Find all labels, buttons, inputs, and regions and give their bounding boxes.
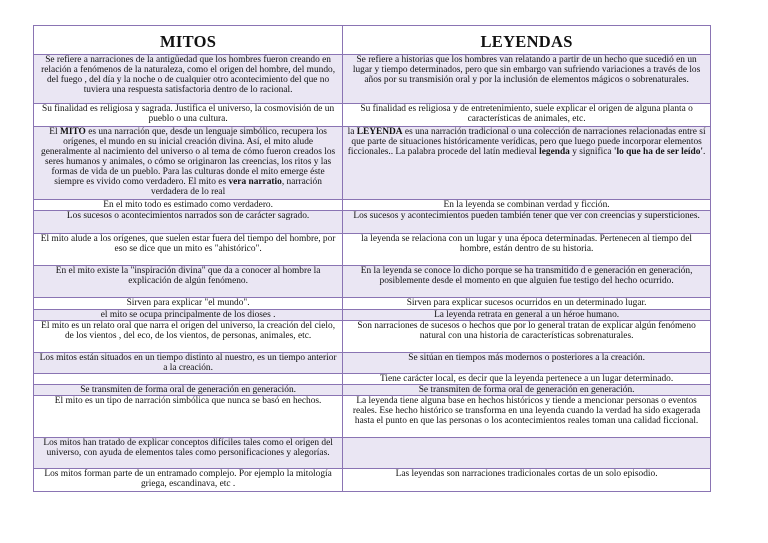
leyenda-cell: En la leyenda se conoce lo dicho porque se ha transmitido d e generación en generación, posiblemente desde el momento en que alguien fue testigo del hecho ocurrido. xyxy=(343,266,711,298)
table-row xyxy=(34,310,711,321)
mito-cell: Los sucesos o acontecimientos narrados son de carácter sagrado. xyxy=(34,211,343,234)
table-row xyxy=(34,55,711,104)
leyenda-cell: En la leyenda se combinan verdad y ficción. xyxy=(343,200,711,211)
mito-cell: el mito se ocupa principalmente de los dioses . xyxy=(34,310,343,321)
mito-cell: Se transmiten de forma oral de generación en generación. xyxy=(34,385,343,396)
header-mitos: MITOS xyxy=(34,26,343,55)
leyenda-cell: Se sitúan en tiempos más modernos o posteriores a la creación. xyxy=(343,353,711,374)
leyenda-cell: la LEYENDA es una narración tradicional o una colección de narraciones relacionadas entre sí que parte de situaciones históricamente verídicas, pero que luego puede incorporar elementos ficcionales.. La palabra procede del latín medieval legenda y significa 'lo que ha de ser leído'. xyxy=(343,127,711,200)
mito-cell: En el mito existe la "inspiración divina" que da a conocer al hombre la explicación de algún fenómeno. xyxy=(34,266,343,298)
table-row xyxy=(34,438,711,469)
table-row xyxy=(34,353,711,374)
leyenda-cell: La leyenda retrata en general a un héroe humano. xyxy=(343,310,711,321)
table-row xyxy=(34,266,711,298)
mito-cell xyxy=(34,374,343,385)
mito-cell: En el mito todo es estimado como verdadero. xyxy=(34,200,343,211)
mito-cell: Se refiere a narraciones de la antigüedad que los hombres fueron creando en relación a fenómenos de la naturaleza, como el origen del hombre, del mundo, del fuego , del día y la noche o de cualquier otro acontecimiento del que no tuviera una respuesta satisfactoria dentro de lo racional. xyxy=(34,55,343,104)
leyenda-cell: Su finalidad es religiosa y de entretenimiento, suele explicar el origen de alguna planta o características de animales, etc. xyxy=(343,104,711,127)
leyenda-cell: la leyenda se relaciona con un lugar y una época determinadas. Pertenecen al tiempo del hombre, están dentro de su historia. xyxy=(343,234,711,266)
table-row xyxy=(34,469,711,492)
table-row xyxy=(34,127,711,200)
mito-cell: Su finalidad es religiosa y sagrada. Justifica el universo, la cosmovisión de un pueblo o una cultura. xyxy=(34,104,343,127)
table-row xyxy=(34,211,711,234)
table-row xyxy=(34,298,711,310)
mito-cell: El mito es un relato oral que narra el origen del universo, la creación del cielo, de los vientos , del eco, de los vientos, de personas, animales, etc. xyxy=(34,321,343,353)
mito-cell: El mito es un tipo de narración simbólica que nunca se basó en hechos. xyxy=(34,396,343,438)
leyenda-cell: Los sucesos y acontecimientos pueden también tener que ver con creencias y supersticiones. xyxy=(343,211,711,234)
mito-cell: El MITO es una narración que, desde un lenguaje simbólico, recupera los orígenes, el mundo en su inicial creación divina. Así, el mito alude generalmente al nacimiento del universo o al tema de cómo fueron creados los seres humanos y animales, o cómo se originaron las creencias, los ritos y las formas de vida de un pueblo. Para las culturas donde el mito emerge éste siempre es vivido como verdadero. El mito es vera narratio, narración verdadera de lo real xyxy=(34,127,343,200)
mito-cell: Los mitos han tratado de explicar conceptos difíciles tales como el origen del universo, con ayuda de elementos tales como personificaciones y alegorías. xyxy=(34,438,343,469)
header-row xyxy=(34,26,711,55)
leyenda-cell: Se transmiten de forma oral de generación en generación. xyxy=(343,385,711,396)
leyenda-cell: Son narraciones de sucesos o hechos que por lo general tratan de explicar algún fenómeno natural con una historia de características sobrenaturales. xyxy=(343,321,711,353)
leyenda-cell xyxy=(343,438,711,469)
leyenda-cell: Se refiere a historias que los hombres van relatando a partir de un hecho que sucedió en un lugar y tiempo determinados, pero que sin embargo van sufriendo variaciones a través de los años por su transmisión oral y por la inclusión de elementos mágicos o sobrenaturales. xyxy=(343,55,711,104)
leyenda-cell: Las leyendas son narraciones tradicionales cortas de un solo episodio. xyxy=(343,469,711,492)
table-row xyxy=(34,321,711,353)
table-row xyxy=(34,234,711,266)
mito-cell: Los mitos están situados en un tiempo distinto al nuestro, es un tiempo anterior a la creación. xyxy=(34,353,343,374)
leyenda-cell: La leyenda tiene alguna base en hechos históricos y tiende a mencionar personas o eventos reales. Ese hecho histórico se transforma en una leyenda cuando la verdad ha sido exagerada hasta el punto en que las personas o los acontecimientos reales toman una calidad ficcional. xyxy=(343,396,711,438)
mito-cell: Sirven para explicar "el mundo". xyxy=(34,298,343,310)
table-row xyxy=(34,200,711,211)
header-leyendas: LEYENDAS xyxy=(343,26,711,55)
comparison-table xyxy=(33,25,711,492)
table-row xyxy=(34,104,711,127)
mito-cell: El mito alude a los orígenes, que suelen estar fuera del tiempo del hombre, por eso se dice que un mito es "ahistórico". xyxy=(34,234,343,266)
leyenda-cell: Sirven para explicar sucesos ocurridos en un determinado lugar. xyxy=(343,298,711,310)
table-row xyxy=(34,396,711,438)
table-row xyxy=(34,374,711,385)
mito-cell: Los mitos forman parte de un entramado complejo. Por ejemplo la mitología griega, escandinava, etc . xyxy=(34,469,343,492)
table-row xyxy=(34,385,711,396)
leyenda-cell: Tiene carácter local, es decir que la leyenda pertenece a un lugar determinado. xyxy=(343,374,711,385)
